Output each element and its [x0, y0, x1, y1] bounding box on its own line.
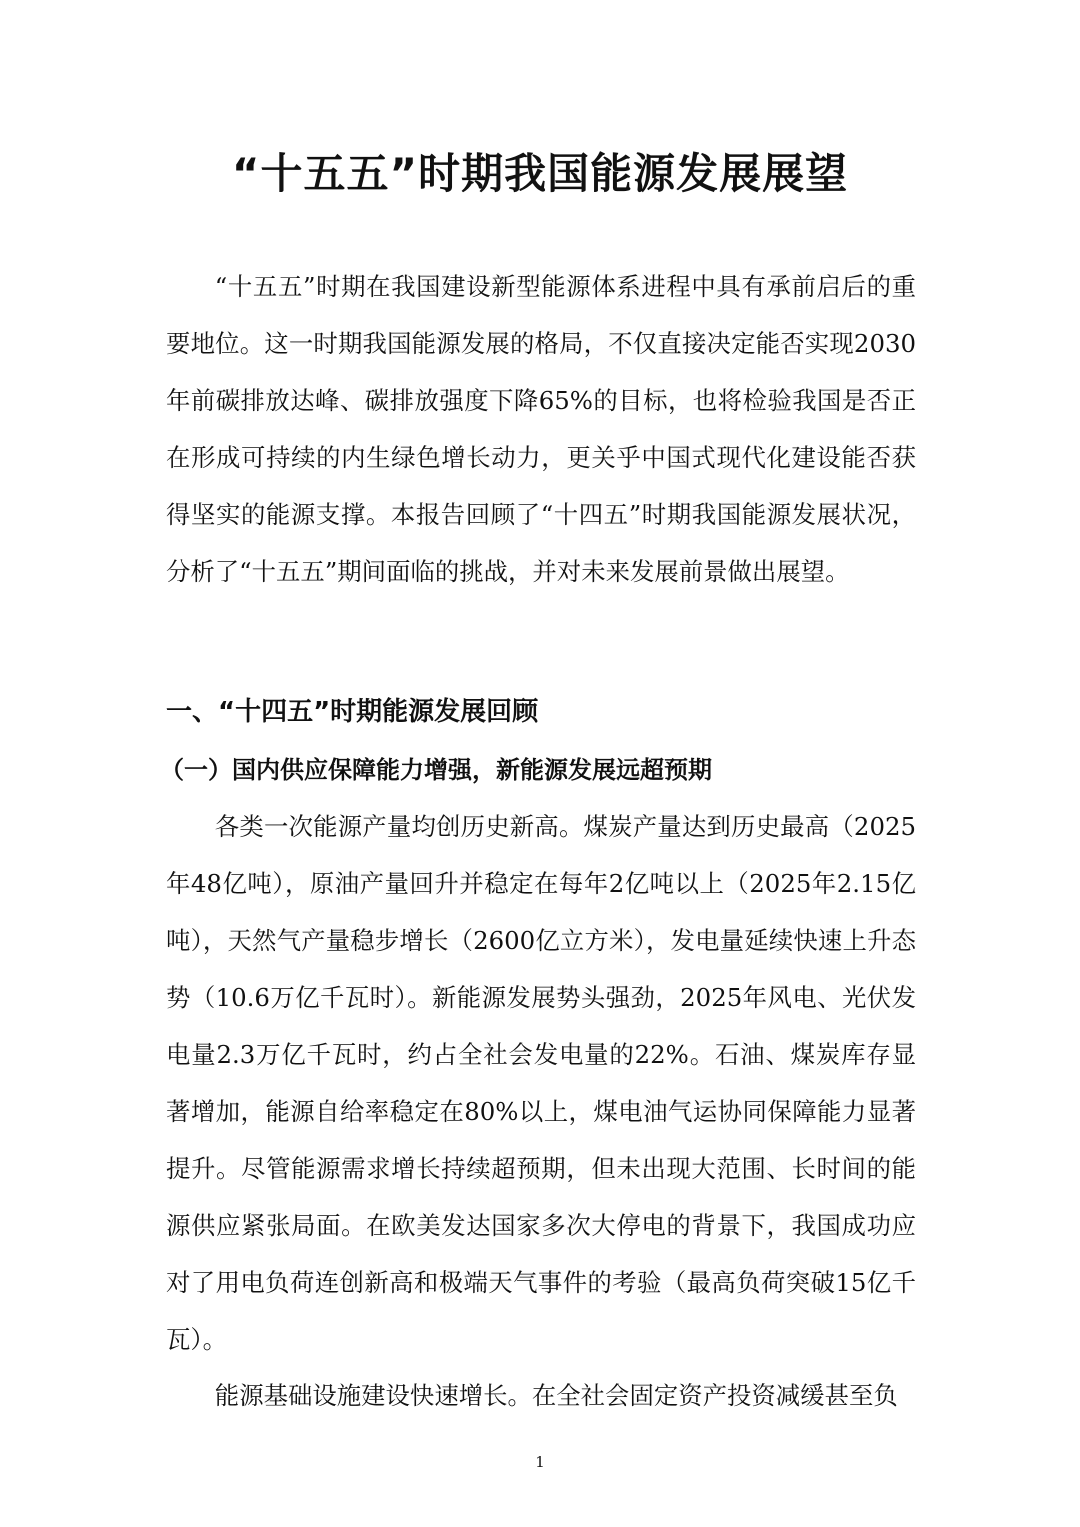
subsection-heading: （一）国内供应保障能力增强，新能源发展远超预期	[160, 756, 712, 784]
intro-paragraph: “十五五”时期在我国建设新型能源体系进程中具有承前启后的重要地位。这一时期我国能源发展的格局，不仅直接决定能否实现2030年前碳排放达峰、碳排放强度下降65%的目标，也将检验我国是否正在形成可持续的内生绿色增长动力，更关乎中国式现代化建设能否获得坚实的能源支撑。本报告回顾了“十四五”时期我国能源发展状况，分析了“十五五”期间面临的挑战，并对未来发展前景做出展望。	[166, 272, 916, 586]
body-paragraph-infrastructure: 能源基础设施建设快速增长。在全社会固定资产投资减缓甚至负	[214, 1381, 898, 1410]
body-paragraph-supply: 各类一次能源产量均创历史新高。煤炭产量达到历史最高（2025年48亿吨），原油产量回升并稳定在每年2亿吨以上（2025年2.15亿吨），天然气产量稳步增长（2600亿立方米），发电量延续快速上升态势（10.6万亿千瓦时）。新能源发展势头强劲，2025年风电、光伏发电量2.3万亿千瓦时，约占全社会发电量的22%。石油、煤炭库存显著增加，能源自给率稳定在80%以上，煤电油气运协同保障能力显著提升。尽管能源需求增长持续超预期，但未出现大范围、长时间的能源供应紧张局面。在欧美发达国家多次大停电的背景下，我国成功应对了用电负荷连创新高和极端天气事件的考验（最高负荷突破15亿千瓦）。	[166, 812, 916, 1354]
document-title: “十五五”时期我国能源发展展望	[231, 149, 849, 198]
page-number: 1	[535, 1453, 545, 1471]
section-heading: 一、“十四五”时期能源发展回顾	[166, 697, 539, 727]
